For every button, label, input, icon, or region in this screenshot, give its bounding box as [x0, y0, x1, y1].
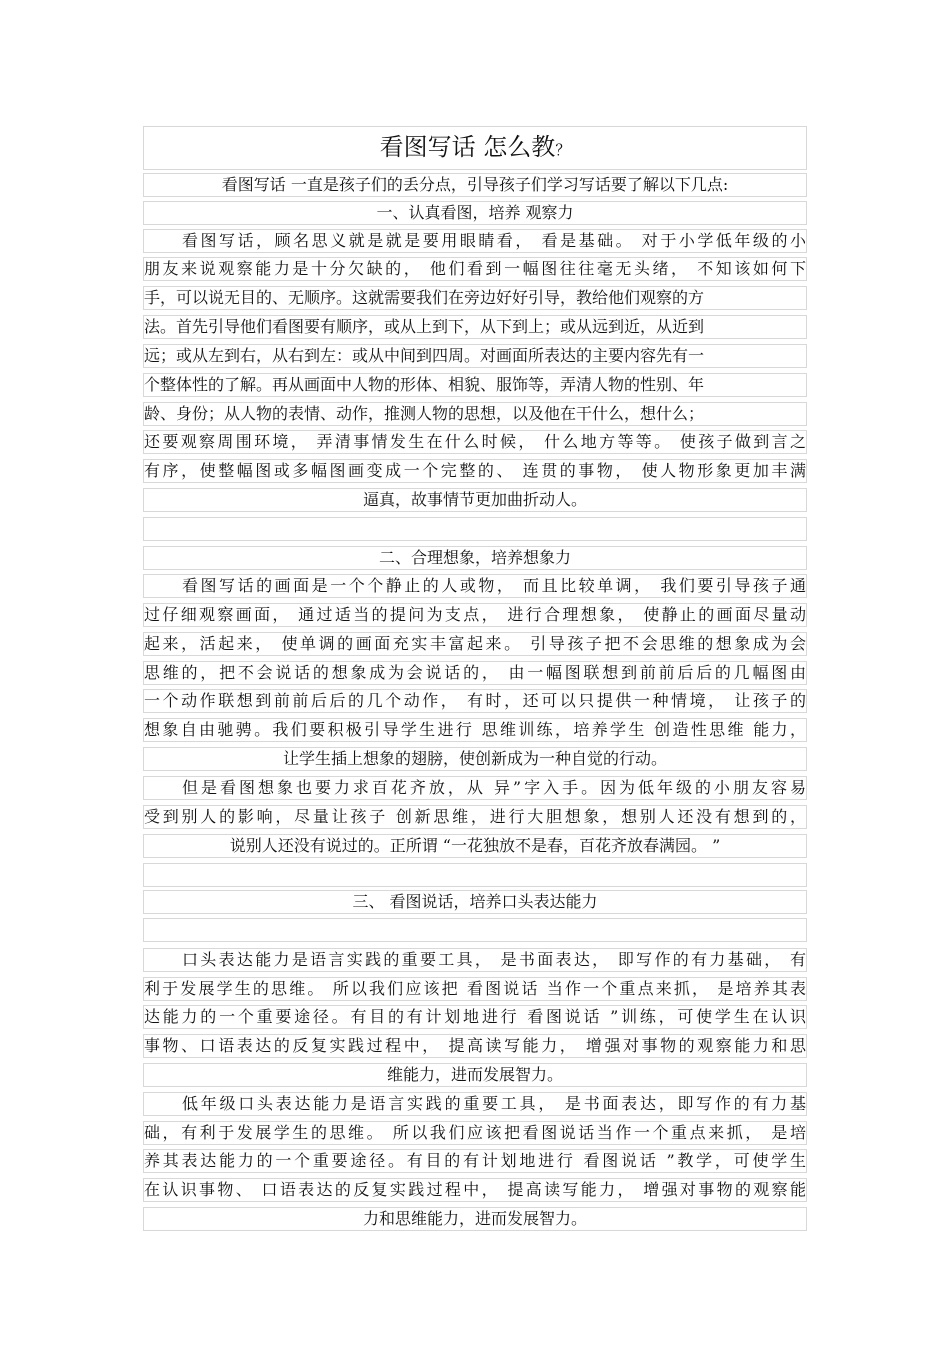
section3-line: 维能力，进而发展智力。	[143, 1063, 807, 1087]
section3-heading: 三、 看图说话，培养口头表达能力	[143, 890, 807, 914]
section2-line: 过仔细观察画面， 通过适当的提问为支点， 进行合理想象， 使静止的画面尽量动	[143, 603, 807, 627]
section3-line: 养其表达能力的一个重要途径。有目的有计划地进行 看图说话 ”教学，可使学生	[143, 1149, 807, 1173]
section2-heading: 二、合理想象，培养想象力	[143, 546, 807, 570]
section3-line: 在认识事物、 口语表达的反复实践过程中， 提高读写能力， 增强对事物的观察能	[143, 1178, 807, 1202]
section1-line: 龄、身份；从人物的表情、动作，推测人物的思想，以及他在干什么，想什么；	[143, 402, 807, 426]
section2-line: 一个动作联想到前前后后的几个动作， 有时，还可以只提供一种情境， 让孩子的	[143, 689, 807, 713]
section2-line: 说别人还没有说过的。正所谓 “一花独放不是春，百花齐放春满园。 ”	[143, 834, 807, 858]
section1-line: 手，可以说无目的、无顺序。这就需要我们在旁边好好引导，教给他们观察的方	[143, 286, 807, 310]
section2-line: 想象自由驰骋。我们要积极引导学生进行 思维训练，培养学生 创造性思维 能力，	[143, 718, 807, 742]
section3-line: 口头表达能力是语言实践的重要工具， 是书面表达， 即写作的有力基础， 有	[143, 948, 807, 972]
intro-line: 看图写话 一直是孩子们的丢分点，引导孩子们学习写话要了解以下几点:	[143, 173, 807, 197]
section1-line: 还要观察周围环境， 弄清事情发生在什么时候， 什么地方等等。 使孩子做到言之	[143, 430, 807, 454]
section2-line: 思维的，把不会说话的想象成为会说话的， 由一幅图联想到前前后后的几幅图由	[143, 661, 807, 685]
section1-line: 有序，使整幅图或多幅图画变成一个完整的、 连贯的事物， 使人物形象更加丰满	[143, 459, 807, 483]
section3-line: 达能力的一个重要途径。有目的有计划地进行 看图说话 ”训练，可使学生在认识	[143, 1005, 807, 1029]
section3-line: 力和思维能力，进而发展智力。	[143, 1207, 807, 1231]
title-question-mark: ？	[555, 141, 571, 159]
document-title	[143, 126, 807, 170]
section2-line: 受到别人的影响，尽量让孩子 创新思维，进行大胆想象，想别人还没有想到的，	[143, 805, 807, 829]
blank-row	[143, 918, 807, 942]
blank-row	[143, 517, 807, 541]
section1-line: 法。首先引导他们看图要有顺序，或从上到下，从下到上；或从远到近，从近到	[143, 315, 807, 339]
section1-line: 个整体性的了解。再从画面中人物的形体、相貌、服饰等，弄清人物的性别、年	[143, 373, 807, 397]
section1-line: 朋友来说观察能力是十分欠缺的， 他们看到一幅图往往毫无头绪， 不知该如何下	[143, 257, 807, 281]
section3-line: 事物、口语表达的反复实践过程中， 提高读写能力， 增强对事物的观察能力和思	[143, 1034, 807, 1058]
blank-row	[143, 863, 807, 887]
section1-heading: 一、认真看图，培养 观察力	[143, 201, 807, 225]
section3-line: 低年级口头表达能力是语言实践的重要工具， 是书面表达，即写作的有力基	[143, 1092, 807, 1116]
section1-line: 远；或从左到右，从右到左：或从中间到四周。对画面所表达的主要内容先有一	[143, 344, 807, 368]
title-text: 看图写话 怎么教	[379, 133, 556, 161]
section2-line: 起来，活起来， 使单调的画面充实丰富起来。 引导孩子把不会思维的想象成为会	[143, 632, 807, 656]
section2-line: 让学生插上想象的翅膀，使创新成为一种自觉的行动。	[143, 747, 807, 771]
section3-line: 利于发展学生的思维。 所以我们应该把 看图说话 当作一个重点来抓， 是培养其表	[143, 977, 807, 1001]
section2-line: 看图写话的画面是一个个静止的人或物， 而且比较单调， 我们要引导孩子通	[143, 574, 807, 598]
section3-line: 础，有利于发展学生的思维。 所以我们应该把看图说话当作一个重点来抓， 是培	[143, 1121, 807, 1145]
section1-line: 看图写话，顾名思义就是就是要用眼睛看， 看是基础。 对于小学低年级的小	[143, 229, 807, 253]
section1-line: 逼真，故事情节更加曲折动人。	[143, 488, 807, 512]
section2-line: 但是看图想象也要力求百花齐放，从 异”字入手。因为低年级的小朋友容易	[143, 776, 807, 800]
